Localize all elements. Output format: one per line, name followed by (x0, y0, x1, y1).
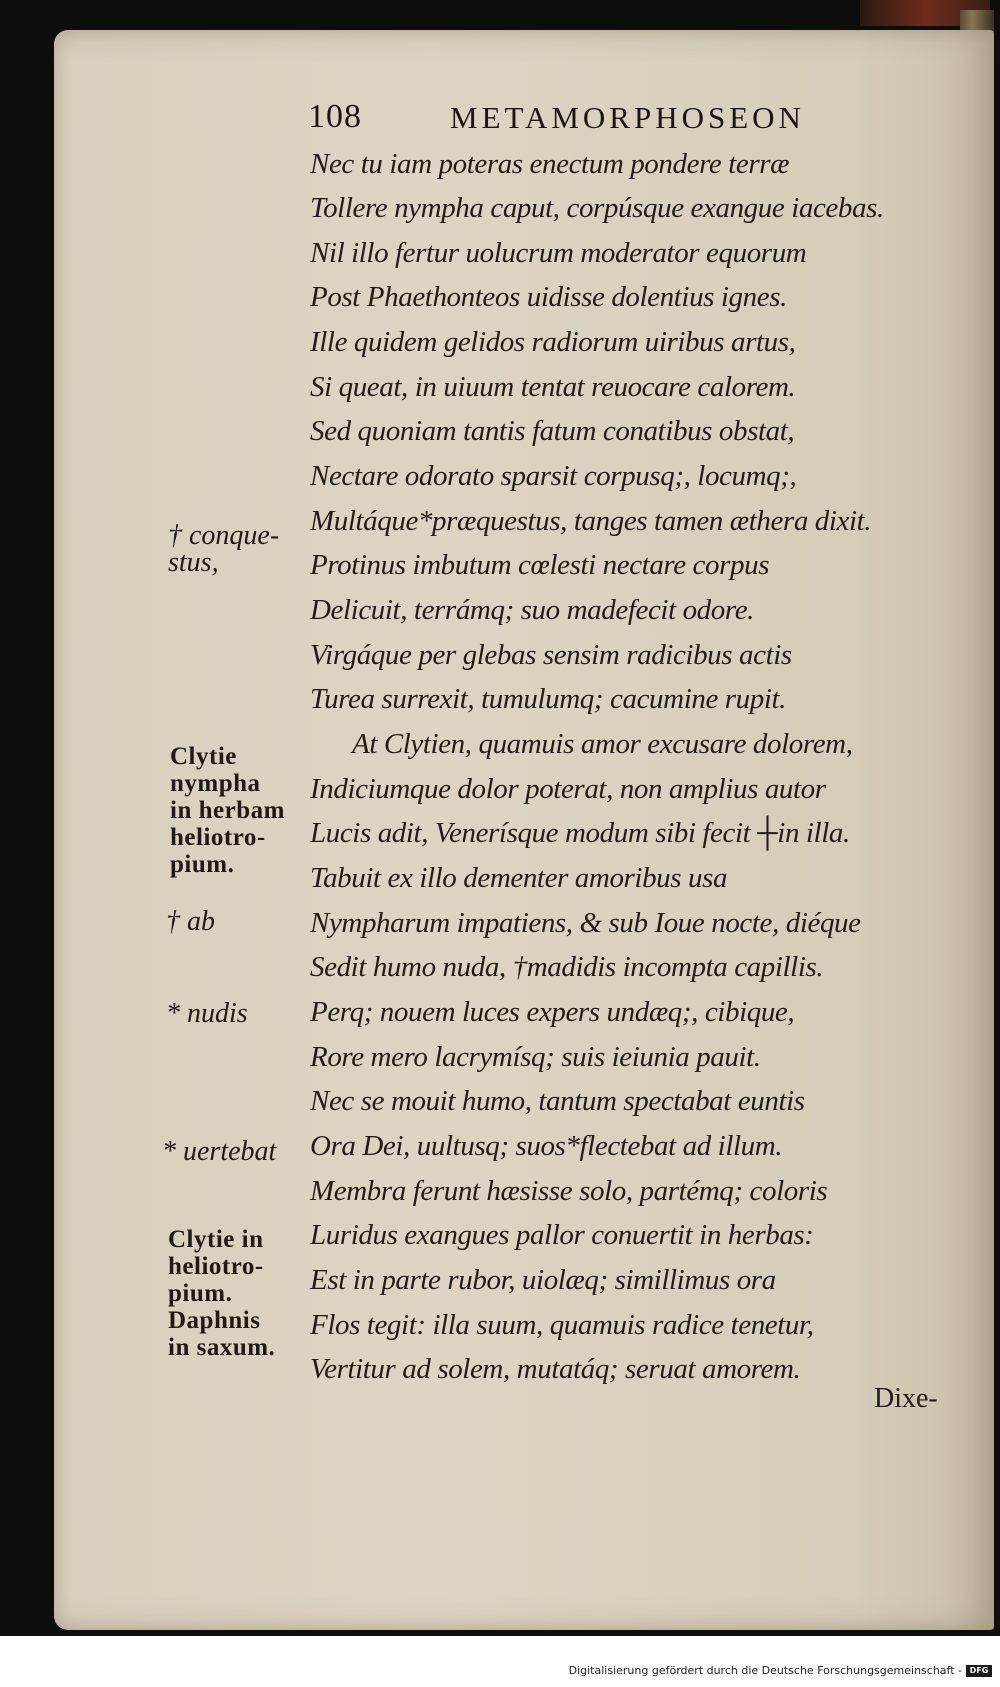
verse-line: Luridus exangues pallor conuertit in herbas: (310, 1219, 814, 1251)
verse-line: Virgáque per glebas sensim radicibus actis (310, 639, 792, 671)
verse-line: Nympharum impatiens, & sub Ioue nocte, diéque (310, 907, 861, 939)
margin-note-nudis: * nudis (166, 998, 248, 1029)
digitization-credit (569, 1664, 992, 1677)
verse-line: Tabuit ex illo dementer amoribus usa (310, 862, 728, 894)
verse-line: Multáque*præquestus, tanges tamen æthera dixit. (310, 505, 872, 537)
verse-line: Si queat, in uiuum tentat reuocare calorem. (310, 371, 796, 403)
margin-note-conquestus: † conque- stus, (168, 520, 280, 578)
verse-line: Ille quidem gelidos radiorum uiribus artus, (310, 326, 796, 358)
page-number: 108 (308, 98, 362, 135)
margin-note-uertebat: * uertebat (162, 1136, 277, 1167)
verse-line: Nectare odorato sparsit corpusq;, locumq;, (310, 460, 797, 492)
margin-note-clytie-heliotropium: Clytie nympha in herbam heliotro- pium. (170, 743, 285, 878)
dfg-logo-icon: DFG (966, 1665, 992, 1677)
verse-line: Ora Dei, uultusq; suos*flectebat ad illum. (310, 1130, 783, 1162)
verse-line: Protinus imbutum cœlesti nectare corpus (310, 549, 770, 581)
verse-line: Vertitur ad solem, mutatáq; seruat amorem. (310, 1353, 801, 1385)
verse-line: Nil illo fertur uolucrum moderator equorum (310, 237, 807, 269)
verse-line: Sedit humo nuda, †madidis incompta capillis. (310, 951, 824, 983)
verse-line: Tollere nympha caput, corpúsque exangue iacebas. (310, 192, 884, 224)
verse-line: Nec se mouit humo, tantum spectabat euntis (310, 1085, 805, 1117)
running-head: METAMORPHOSEON (450, 100, 805, 135)
verse-line: Indiciumque dolor poterat, non amplius autor (310, 773, 826, 805)
verse-line: At Clytien, quamuis amor excusare dolorem, (352, 728, 853, 760)
catchword: Dixe- (874, 1383, 938, 1414)
verse-line: Sed quoniam tantis fatum conatibus obstat, (310, 415, 795, 447)
verse-line: Rore mero lacrymísq; suis ieiunia pauit. (310, 1041, 761, 1073)
credit-text: Digitalisierung gefördert durch die Deutsche Forschungsgemeinschaft - (568, 1664, 962, 1677)
verse-line: Lucis adit, Venerísque modum sibi fecit ┼in illa. (310, 817, 850, 849)
verse-line: Flos tegit: illa suum, quamuis radice tenetur, (310, 1309, 814, 1341)
verse-line: Nec tu iam poteras enectum pondere terræ (310, 148, 790, 180)
verse-line: Post Phaethonteos uidisse dolentius ignes. (310, 281, 787, 313)
verse-line: Est in parte rubor, uiolæq; simillimus ora (310, 1264, 776, 1296)
verse-line: Membra ferunt hæsisse solo, partémq; coloris (310, 1175, 828, 1207)
margin-note-clytie-daphnis: Clytie in heliotro- pium. Daphnis in saxum. (168, 1226, 276, 1361)
verse-line: Perq; nouem luces expers undæq;, cibique, (310, 996, 795, 1028)
verse-line: Turea surrexit, tumulumq; cacumine rupit. (310, 683, 787, 715)
verse-line: Delicuit, terrámq; suo madefecit odore. (310, 594, 755, 626)
margin-note-ab: † ab (166, 906, 215, 937)
